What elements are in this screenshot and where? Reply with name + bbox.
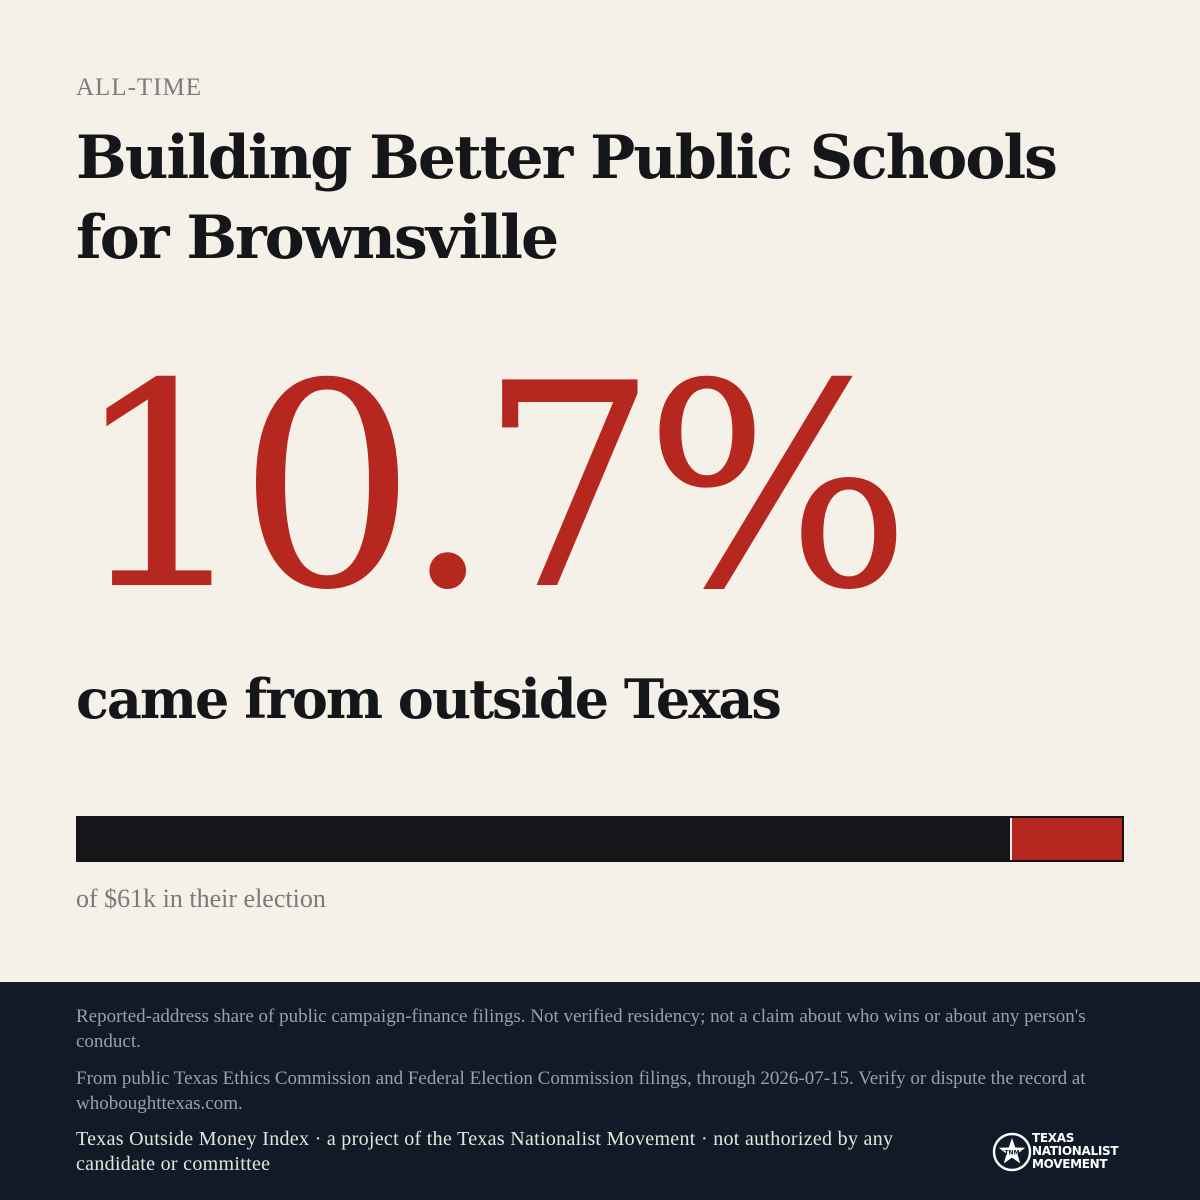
logo-line: NATIONALIST (1032, 1144, 1119, 1158)
kicker-label: ALL-TIME (76, 74, 203, 101)
svg-text:TNM: TNM (1004, 1149, 1020, 1157)
outside-share-stat: 10.7% (72, 323, 898, 652)
page-title: Building Better Public Schools for Brownsville (76, 123, 1056, 273)
bar-caption: of $61k in their election (76, 884, 326, 913)
stat-caption: came from outside Texas (76, 667, 780, 731)
footer (0, 982, 1200, 1200)
star-seal-icon (992, 1132, 1032, 1172)
logo-wordmark (1032, 1132, 1118, 1171)
logo-line: TEXAS (1032, 1131, 1075, 1145)
tnm-logo (992, 1130, 1132, 1176)
source-note: From public Texas Ethics Commission and Federal Election Commission filings, through 2026-07-15. Verify or dispute the record at whoboughttexas.com. (76, 1068, 1086, 1114)
logo-line: MOVEMENT (1032, 1157, 1108, 1171)
outside-share-fill (1010, 818, 1122, 860)
share-bar (76, 816, 1124, 862)
credit-line: Texas Outside Money Index · a project of the Texas Nationalist Movement · not authorized by any candidate or committee (76, 1128, 894, 1175)
disclaimer-note: Reported-address share of public campaign-finance filings. Not verified residency; not a claim about who wins or about any person's conduct. (76, 1006, 1086, 1052)
